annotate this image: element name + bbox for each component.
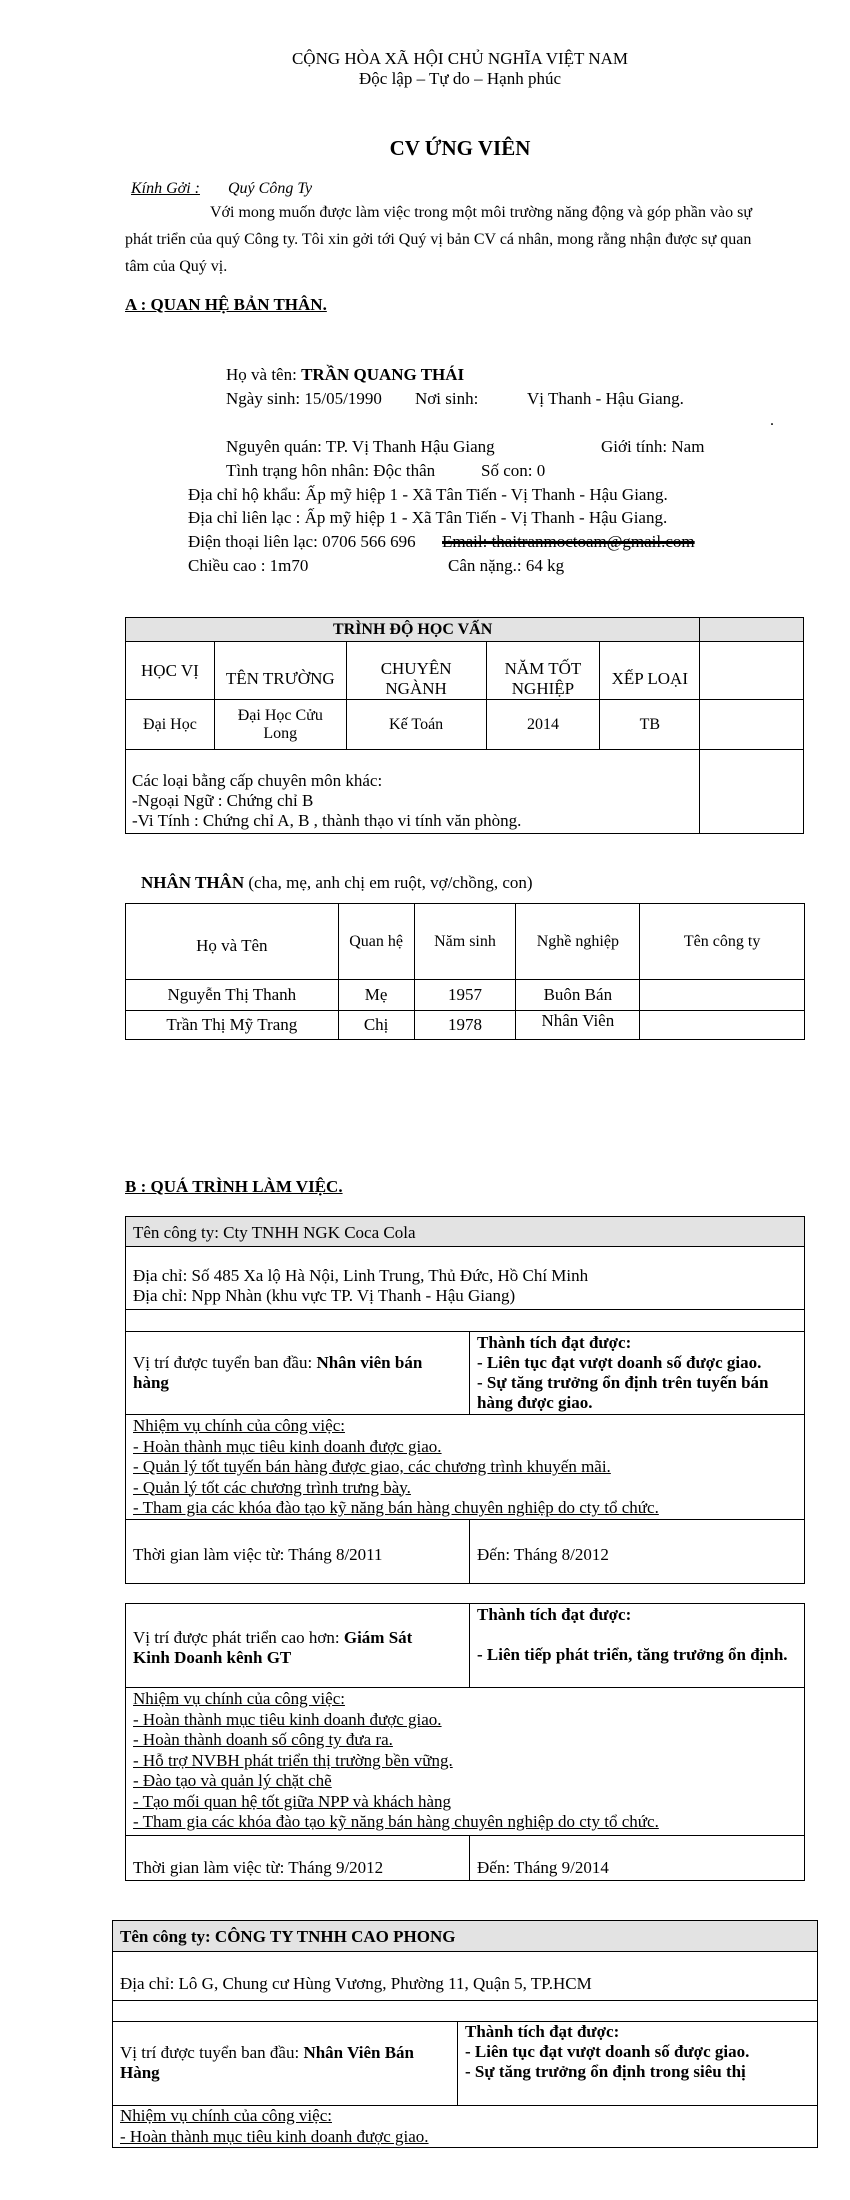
job1-duty-item: - Quản lý tốt tuyến bán hàng được giao, các chương trình khuyến mãi. — [133, 1457, 611, 1476]
job2-address: Địa chỉ: Lô G, Chung cư Hùng Vương, Phường 11, Quận 5, TP.HCM — [120, 1974, 592, 1993]
national-motto: Độc lập – Tự do – Hạnh phúc — [359, 69, 561, 88]
intro-line-3: tâm của Quý vị. — [125, 258, 228, 275]
job1-promotion-duty-item: - Đào tạo và quản lý chặt chẽ — [133, 1771, 332, 1790]
place-of-birth-label: Nơi sinh: — [415, 389, 479, 408]
height: Chiều cao : 1m70 — [188, 556, 309, 575]
intro-line-1: Với mong muốn được làm việc trong một môi trường năng động và góp phần vào sự — [210, 204, 752, 221]
edu-header-degree: HỌC VỊ — [126, 642, 215, 700]
education-table-title: TRÌNH ĐỘ HỌC VẤN — [126, 618, 700, 642]
email-address: Email: thaitranmoctoam@gmail.com — [442, 532, 695, 551]
family-header-occupation: Nghề nghiệp — [516, 904, 640, 980]
family-member-name: Trần Thị Mỹ Trang — [126, 1011, 339, 1040]
full-name-row — [226, 365, 464, 385]
job1-promotion-duty-item: - Hoàn thành mục tiêu kinh doanh được giao. — [133, 1709, 442, 1729]
family-header-company: Tên công ty — [640, 904, 805, 980]
job1-promotion-position — [133, 1628, 453, 1668]
edu-school: Đại Học Cửu Long — [214, 700, 346, 750]
job1-duty-item: - Tham gia các khóa đào tạo kỹ năng bán hàng chuyên nghiệp do cty tổ chức. — [133, 1498, 659, 1517]
edu-header-grad-year: NĂM TỐT NGHIỆP — [486, 642, 600, 700]
job2-achievement-title: Thành tích đạt được: — [465, 2022, 620, 2041]
job2-duty-item: - Hoàn thành mục tiêu kinh doanh được giao. — [120, 2126, 429, 2146]
job1-promotion-achievements — [477, 1605, 799, 1665]
job1-promotion-label: Vị trí được phát triển cao hơn: — [133, 1628, 344, 1647]
job2-position-label: Vị trí được tuyển ban đầu: — [120, 2043, 304, 2062]
job1-position-label: Vị trí được tuyển ban đầu: — [133, 1353, 317, 1372]
edu-major: Kế Toán — [346, 700, 486, 750]
family-member-name: Nguyễn Thị Thanh — [126, 980, 339, 1011]
job1-duties — [133, 1416, 659, 1519]
job2-duty-title: Nhiệm vụ chính của công việc: — [120, 2106, 332, 2125]
family-member-company — [640, 980, 805, 1011]
gender: Giới tính: Nam — [601, 437, 705, 456]
children-count: Số con: 0 — [481, 461, 546, 480]
other-certificates-title: Các loại bằng cấp chuyên môn khác: — [132, 770, 383, 790]
family-heading-row — [141, 873, 533, 893]
job1-time-from: Thời gian làm việc từ: Tháng 8/2011 — [133, 1545, 383, 1564]
job1-position — [133, 1353, 453, 1393]
job2-position — [120, 2043, 450, 2083]
edu-rank: TB — [600, 700, 700, 750]
section-b-heading: B : QUÁ TRÌNH LÀM VIỆC. — [125, 1177, 343, 1196]
name-label: Họ và tên: — [226, 365, 297, 384]
family-subheading: (cha, mẹ, anh chị em ruột, vợ/chồng, con) — [248, 873, 533, 892]
job1-duty-item: - Quản lý tốt các chương trình trưng bày. — [133, 1477, 411, 1497]
stray-dot: . — [770, 412, 774, 429]
job2-position-value: Nhân Viên Bán Hàng — [120, 2043, 414, 2082]
edu-header-school: TÊN TRƯỜNG — [214, 642, 346, 700]
job1-duty-title: Nhiệm vụ chính của công việc: — [133, 1416, 345, 1435]
computer-certificate: -Vi Tính : Chứng chỉ A, B , thành thạo vi tính văn phòng. — [132, 810, 522, 830]
family-table — [125, 903, 805, 1040]
family-member-birth-year: 1978 — [414, 1011, 516, 1040]
edu-header-major: CHUYÊN NGÀNH — [346, 642, 486, 700]
job2-achievement-item: - Sự tăng trưởng ổn định trong siêu thị — [465, 2062, 746, 2081]
family-header-relation: Quan hệ — [338, 904, 414, 980]
date-of-birth: Ngày sinh: 15/05/1990 — [226, 389, 382, 408]
job2-spacer-row — [112, 2000, 818, 2022]
family-member-company — [640, 1011, 805, 1040]
weight: Cân nặng.: 64 kg — [448, 556, 565, 575]
job1-promotion-achievement-item: - Liên tiếp phát triển, tăng trưởng ổn định. — [477, 1645, 788, 1664]
registered-address: Địa chỉ hộ khẩu: Ấp mỹ hiệp 1 - Xã Tân Tiến - Vị Thanh - Hậu Giang. — [188, 485, 668, 504]
intro-line-2: phát triển của quý Công ty. Tôi xin gởi tới Quý vị bản CV cá nhân, mong rằng nhận được sự quan — [125, 231, 752, 248]
edu-header-extra — [700, 642, 804, 700]
job1-address-1: Địa chỉ: Số 485 Xa lộ Hà Nội, Linh Trung, Thủ Đức, Hồ Chí Minh — [133, 1266, 589, 1285]
family-header-birth-year: Năm sinh — [414, 904, 516, 980]
other-certificates — [126, 750, 700, 834]
contact-address: Địa chỉ liên lạc : Ấp mỹ hiệp 1 - Xã Tân Tiến - Vị Thanh - Hậu Giang. — [188, 508, 668, 527]
job1-promotion-achievement-title: Thành tích đạt được: — [477, 1605, 632, 1624]
marital-status: Tình trạng hôn nhân: Độc thân — [226, 461, 436, 480]
language-certificate: -Ngoại Ngữ : Chứng chỉ B — [132, 790, 314, 810]
job1-promotion-duty-item: - Hoàn thành doanh số công ty đưa ra. — [133, 1730, 393, 1749]
job1-promotion-duty-item: - Tạo mối quan hệ tốt giữa NPP và khách hàng — [133, 1791, 451, 1811]
job1-achievement-item: - Sự tăng trưởng ổn định trên tuyến bán hàng được giao. — [477, 1373, 769, 1412]
job2-achievements — [465, 2022, 810, 2082]
family-member-occupation: Nhân Viên — [516, 1011, 640, 1040]
job1-achievement-title: Thành tích đạt được: — [477, 1333, 632, 1352]
job1-address-2: Địa chỉ: Npp Nhàn (khu vực TP. Vị Thanh - Hậu Giang) — [133, 1286, 516, 1305]
edu-extra — [700, 700, 804, 750]
job2-company-line — [120, 1927, 455, 1947]
job2-achievement-item: - Liên tục đạt vượt doanh số được giao. — [465, 2042, 750, 2061]
job1-company: Tên công ty: Cty TNHH NGK Coca Cola — [133, 1223, 416, 1242]
document-title: CV ỨNG VIÊN — [389, 136, 531, 160]
job2-company-label: Tên công ty: — [120, 1927, 215, 1946]
section-a-heading: A : QUAN HỆ BẢN THÂN. — [125, 295, 327, 314]
education-extra-cell — [700, 618, 804, 642]
job2-duties — [120, 2106, 429, 2147]
greeting-recipient: Quý Công Ty — [228, 180, 313, 197]
country-name: CỘNG HÒA XÃ HỘI CHỦ NGHĨA VIỆT NAM — [291, 49, 629, 68]
edu-degree: Đại Học — [126, 700, 215, 750]
job1-time-to: Đến: Tháng 8/2012 — [477, 1545, 609, 1564]
job1-promotion-value: Giám Sát Kinh Doanh kênh GT — [133, 1628, 413, 1667]
hometown: Nguyên quán: TP. Vị Thanh Hậu Giang — [226, 437, 495, 456]
family-header-name: Họ và Tên — [126, 904, 339, 980]
job2-company: CÔNG TY TNHH CAO PHONG — [214, 1927, 456, 1946]
phone-number: Điện thoại liên lạc: 0706 566 696 — [188, 532, 416, 551]
job1-promotion-duty-title: Nhiệm vụ chính của công việc: — [133, 1689, 345, 1708]
job1-position-value: Nhân viên bán hàng — [133, 1353, 423, 1392]
family-heading: NHÂN THÂN — [141, 873, 245, 892]
edu-header-rank: XẾP LOẠI — [600, 642, 700, 700]
family-member-relation: Mẹ — [338, 980, 414, 1011]
job1-duty-item: - Hoàn thành mục tiêu kinh doanh được giao. — [133, 1436, 442, 1456]
job1-promotion-duty-item: - Hỗ trợ NVBH phát triển thị trường bền vững. — [133, 1750, 453, 1770]
full-name: TRẦN QUANG THÁI — [301, 365, 465, 384]
job1-achievement-item: - Liên tục đạt vượt doanh số được giao. — [477, 1353, 762, 1372]
other-certificates-extra — [700, 750, 804, 834]
job1-promotion-duties — [133, 1689, 659, 1833]
family-member-birth-year: 1957 — [414, 980, 516, 1011]
job1-spacer-row — [125, 1309, 805, 1332]
greeting-label: Kính Gởi : — [131, 180, 200, 197]
edu-grad-year: 2014 — [486, 700, 600, 750]
job1-promotion-time-from: Thời gian làm việc từ: Tháng 9/2012 — [133, 1858, 384, 1877]
job1-achievements — [477, 1333, 799, 1413]
family-member-occupation: Buôn Bán — [516, 980, 640, 1011]
place-of-birth: Vị Thanh - Hậu Giang. — [527, 389, 684, 408]
job1-promotion-time-to: Đến: Tháng 9/2014 — [477, 1858, 609, 1877]
education-table — [125, 617, 804, 834]
family-member-relation: Chị — [338, 1011, 414, 1040]
job1-promotion-duty-item: - Tham gia các khóa đào tạo kỹ năng bán hàng chuyên nghiệp do cty tổ chức. — [133, 1812, 659, 1831]
